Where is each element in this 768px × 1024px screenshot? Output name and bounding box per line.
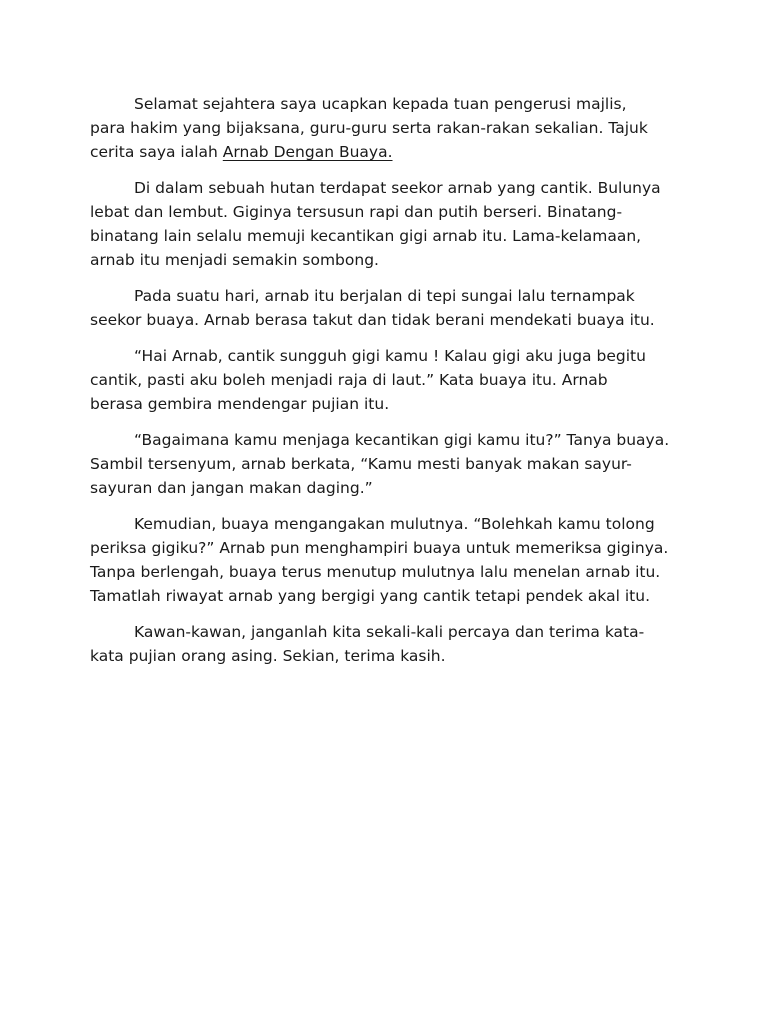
paragraph-6-line-1: Kemudian, buaya mengangakan mulutnya. “Bolehkah kamu tolong	[134, 515, 655, 533]
paragraph-4-line-2: cantik, pasti aku boleh menjadi raja di laut.” Kata buaya itu. Arnab	[90, 371, 608, 389]
paragraph-2-line-1: Di dalam sebuah hutan terdapat seekor arnab yang cantik. Bulunya	[134, 179, 661, 197]
speech-text	[90, 92, 690, 668]
paragraph-1-line-2: para hakim yang bijaksana, guru-guru serta rakan-rakan sekalian. Tajuk	[90, 119, 648, 137]
paragraph-2-line-3: binatang lain selalu memuji kecantikan gigi arnab itu. Lama-kelamaan,	[90, 227, 642, 245]
paragraph-5-line-3: sayuran dan jangan makan daging.”	[90, 479, 373, 497]
paragraph-4-line-1: “Hai Arnab, cantik sungguh gigi kamu ! Kalau gigi aku juga begitu	[134, 347, 646, 365]
paragraph-4-line-3: berasa gembira mendengar pujian itu.	[90, 395, 390, 413]
story-title: Arnab Dengan Buaya.	[222, 143, 393, 161]
paragraph-6-line-4: Tamatlah riwayat arnab yang bergigi yang cantik tetapi pendek akal itu.	[90, 587, 650, 605]
paragraph-1-line-3	[90, 140, 690, 164]
paragraph-3-line-1: Pada suatu hari, arnab itu berjalan di tepi sungai lalu ternampak	[134, 287, 635, 305]
paragraph-2-line-4: arnab itu menjadi semakin sombong.	[90, 251, 379, 269]
paragraph-7-line-2: kata pujian orang asing. Sekian, terima kasih.	[90, 647, 446, 665]
title-intro: cerita saya ialah	[90, 143, 223, 161]
paragraph-2-line-2: lebat dan lembut. Giginya tersusun rapi dan putih berseri. Binatang-	[90, 203, 623, 221]
paragraph-5-line-1: “Bagaimana kamu menjaga kecantikan gigi kamu itu?” Tanya buaya.	[134, 431, 670, 449]
paragraph-7-line-1: Kawan-kawan, janganlah kita sekali-kali percaya dan terima kata-	[134, 623, 645, 641]
paragraph-6-line-3: Tanpa berlengah, buaya terus menutup mulutnya lalu menelan arnab itu.	[90, 563, 661, 581]
paragraph-3-line-2: seekor buaya. Arnab berasa takut dan tidak berani mendekati buaya itu.	[90, 311, 655, 329]
paragraph-5-line-2: Sambil tersenyum, arnab berkata, “Kamu mesti banyak makan sayur-	[90, 455, 632, 473]
paragraph-6-line-2: periksa gigiku?” Arnab pun menghampiri buaya untuk memeriksa giginya.	[90, 539, 669, 557]
paragraph-1-line-1: Selamat sejahtera saya ucapkan kepada tuan pengerusi majlis,	[134, 95, 627, 113]
